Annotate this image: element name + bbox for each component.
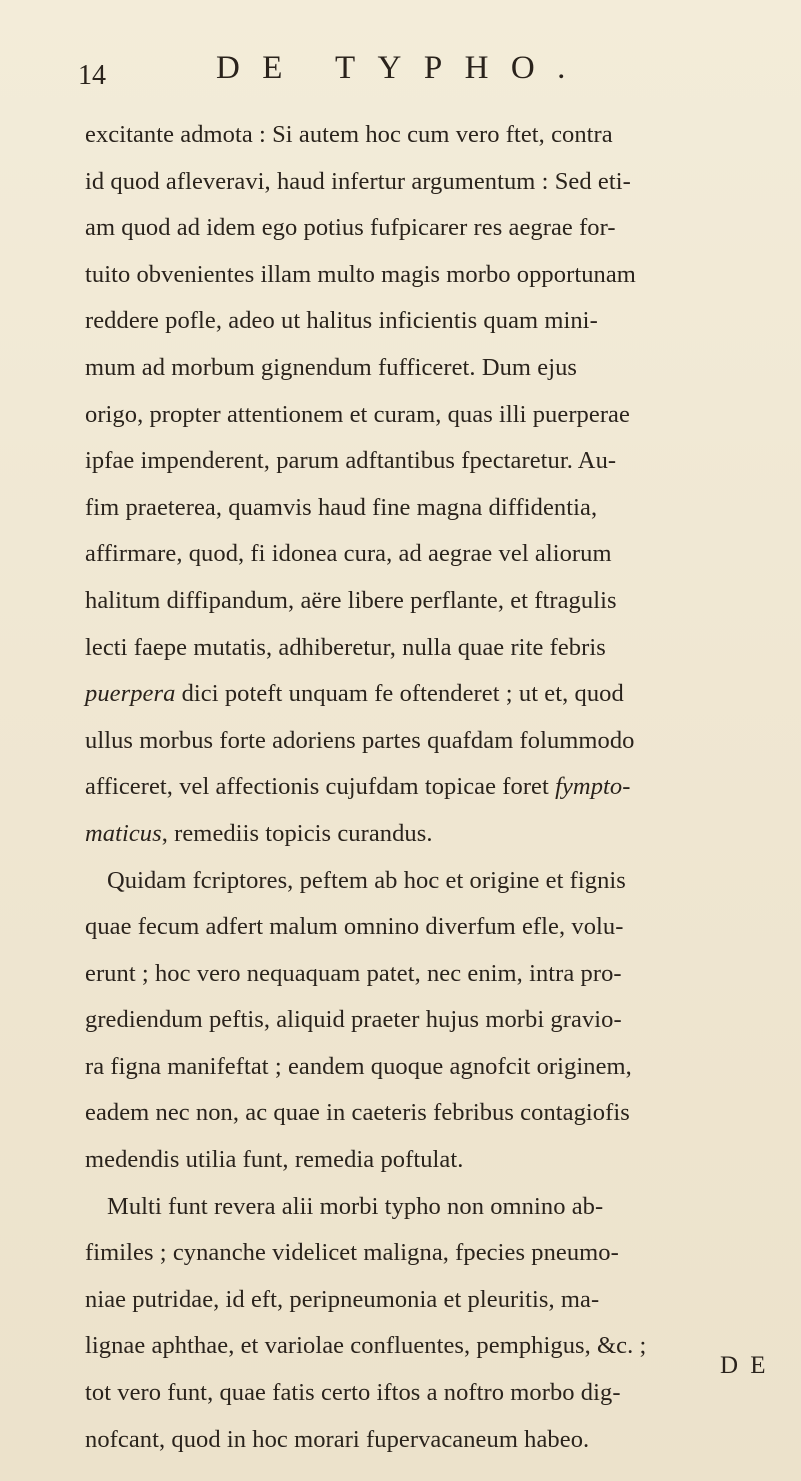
text-segment: afficeret, vel affectionis cujufdam topicae foret xyxy=(85,773,556,801)
italic-term: maticus xyxy=(85,819,162,847)
text-line xyxy=(85,1277,785,1324)
text-line xyxy=(85,1137,785,1184)
text-segment: am quod ad idem ego potius fufpicarer res aegrae for- xyxy=(85,214,616,242)
text-line xyxy=(85,438,785,485)
text-segment: medendis utilia funt, remedia poftulat. xyxy=(85,1146,464,1174)
text-line xyxy=(85,904,785,951)
text-line xyxy=(85,718,785,765)
text-line xyxy=(85,1417,785,1464)
italic-term: puerpera xyxy=(85,680,176,708)
text-segment: lecti faepe mutatis, adhiberetur, nulla quae rite febris xyxy=(85,633,606,661)
text-segment: Multi funt revera alii morbi typho non omnino ab- xyxy=(107,1192,604,1220)
text-segment: fimiles ; cynanche videlicet maligna, fpecies pneumo- xyxy=(85,1239,619,1267)
text-line xyxy=(85,671,785,718)
text-line xyxy=(85,997,785,1044)
text-segment: dici poteft unquam fe oftenderet ; ut et, quod xyxy=(175,680,624,708)
text-segment: lignae aphthae, et variolae confluentes, pemphigus, &c. ; xyxy=(85,1332,647,1360)
text-segment: niae putridae, id eft, peripneumonia et pleuritis, ma- xyxy=(85,1285,600,1313)
text-segment: origo, propter attentionem et curam, quas illi puerperae xyxy=(85,400,630,428)
text-line xyxy=(85,578,785,625)
text-segment: Quidam fcriptores, peftem ab hoc et origine et fignis xyxy=(107,866,626,894)
text-line xyxy=(85,485,785,532)
text-segment: fim praeterea, quamvis haud fine magna diffidentia, xyxy=(85,493,598,521)
text-line xyxy=(85,1370,785,1417)
text-segment: affirmare, quod, fi idonea cura, ad aegrae vel aliorum xyxy=(85,540,612,568)
text-line xyxy=(85,298,785,345)
text-line xyxy=(85,1230,785,1277)
text-segment: erunt ; hoc vero nequaquam patet, nec enim, intra pro- xyxy=(85,959,622,987)
text-segment: id quod afleveravi, haud infertur argumentum : Sed eti- xyxy=(85,167,631,195)
text-segment: tuito obvenientes illam multo magis morbo opportunam xyxy=(85,260,636,288)
text-line xyxy=(85,1323,785,1370)
text-segment: , remediis topicis curandus. xyxy=(161,819,433,847)
page-number: 14 xyxy=(78,60,106,91)
text-line xyxy=(85,345,785,392)
text-line xyxy=(85,252,785,299)
text-line xyxy=(85,159,785,206)
catchword: D E xyxy=(720,1352,769,1379)
text-segment: grediendum peftis, aliquid praeter hujus morbi gravio- xyxy=(85,1006,622,1034)
running-head xyxy=(78,50,678,100)
text-line xyxy=(85,205,785,252)
text-segment: reddere pofle, adeo ut halitus inficientis quam mini- xyxy=(85,307,598,335)
text-line xyxy=(85,764,785,811)
text-segment: ipfae impenderent, parum adftantibus fpectaretur. Au- xyxy=(85,447,617,475)
text-line xyxy=(85,858,785,905)
italic-term: fympto- xyxy=(555,773,631,801)
text-line xyxy=(85,531,785,578)
text-line xyxy=(85,811,785,858)
text-line xyxy=(85,392,785,439)
text-segment: excitante admota : Si autem hoc cum vero ftet, contra xyxy=(85,121,613,148)
text-segment: eadem nec non, ac quae in caeteris febribus contagiofis xyxy=(85,1099,630,1127)
running-title: DE TYPHO. xyxy=(216,50,588,86)
text-segment: nofcant, quod in hoc morari fupervacaneum habeo. xyxy=(85,1425,590,1453)
body-text xyxy=(85,112,785,1463)
text-segment: mum ad morbum gignendum fufficeret. Dum ejus xyxy=(85,353,578,381)
text-segment: tot vero funt, quae fatis certo iftos a noftro morbo dig- xyxy=(85,1379,621,1407)
text-segment: quae fecum adfert malum omnino diverfum efle, volu- xyxy=(85,913,624,941)
text-line xyxy=(85,1044,785,1091)
text-segment: ullus morbus forte adoriens partes quafdam folummodo xyxy=(85,726,635,754)
text-segment: ra figna manifeftat ; eandem quoque agnofcit originem, xyxy=(85,1052,632,1080)
text-line xyxy=(85,112,785,159)
text-line xyxy=(85,1184,785,1231)
text-segment: halitum diffipandum, aëre libere perflante, et ftragulis xyxy=(85,586,617,614)
text-line xyxy=(85,625,785,672)
text-line xyxy=(85,1090,785,1137)
text-line xyxy=(85,951,785,998)
